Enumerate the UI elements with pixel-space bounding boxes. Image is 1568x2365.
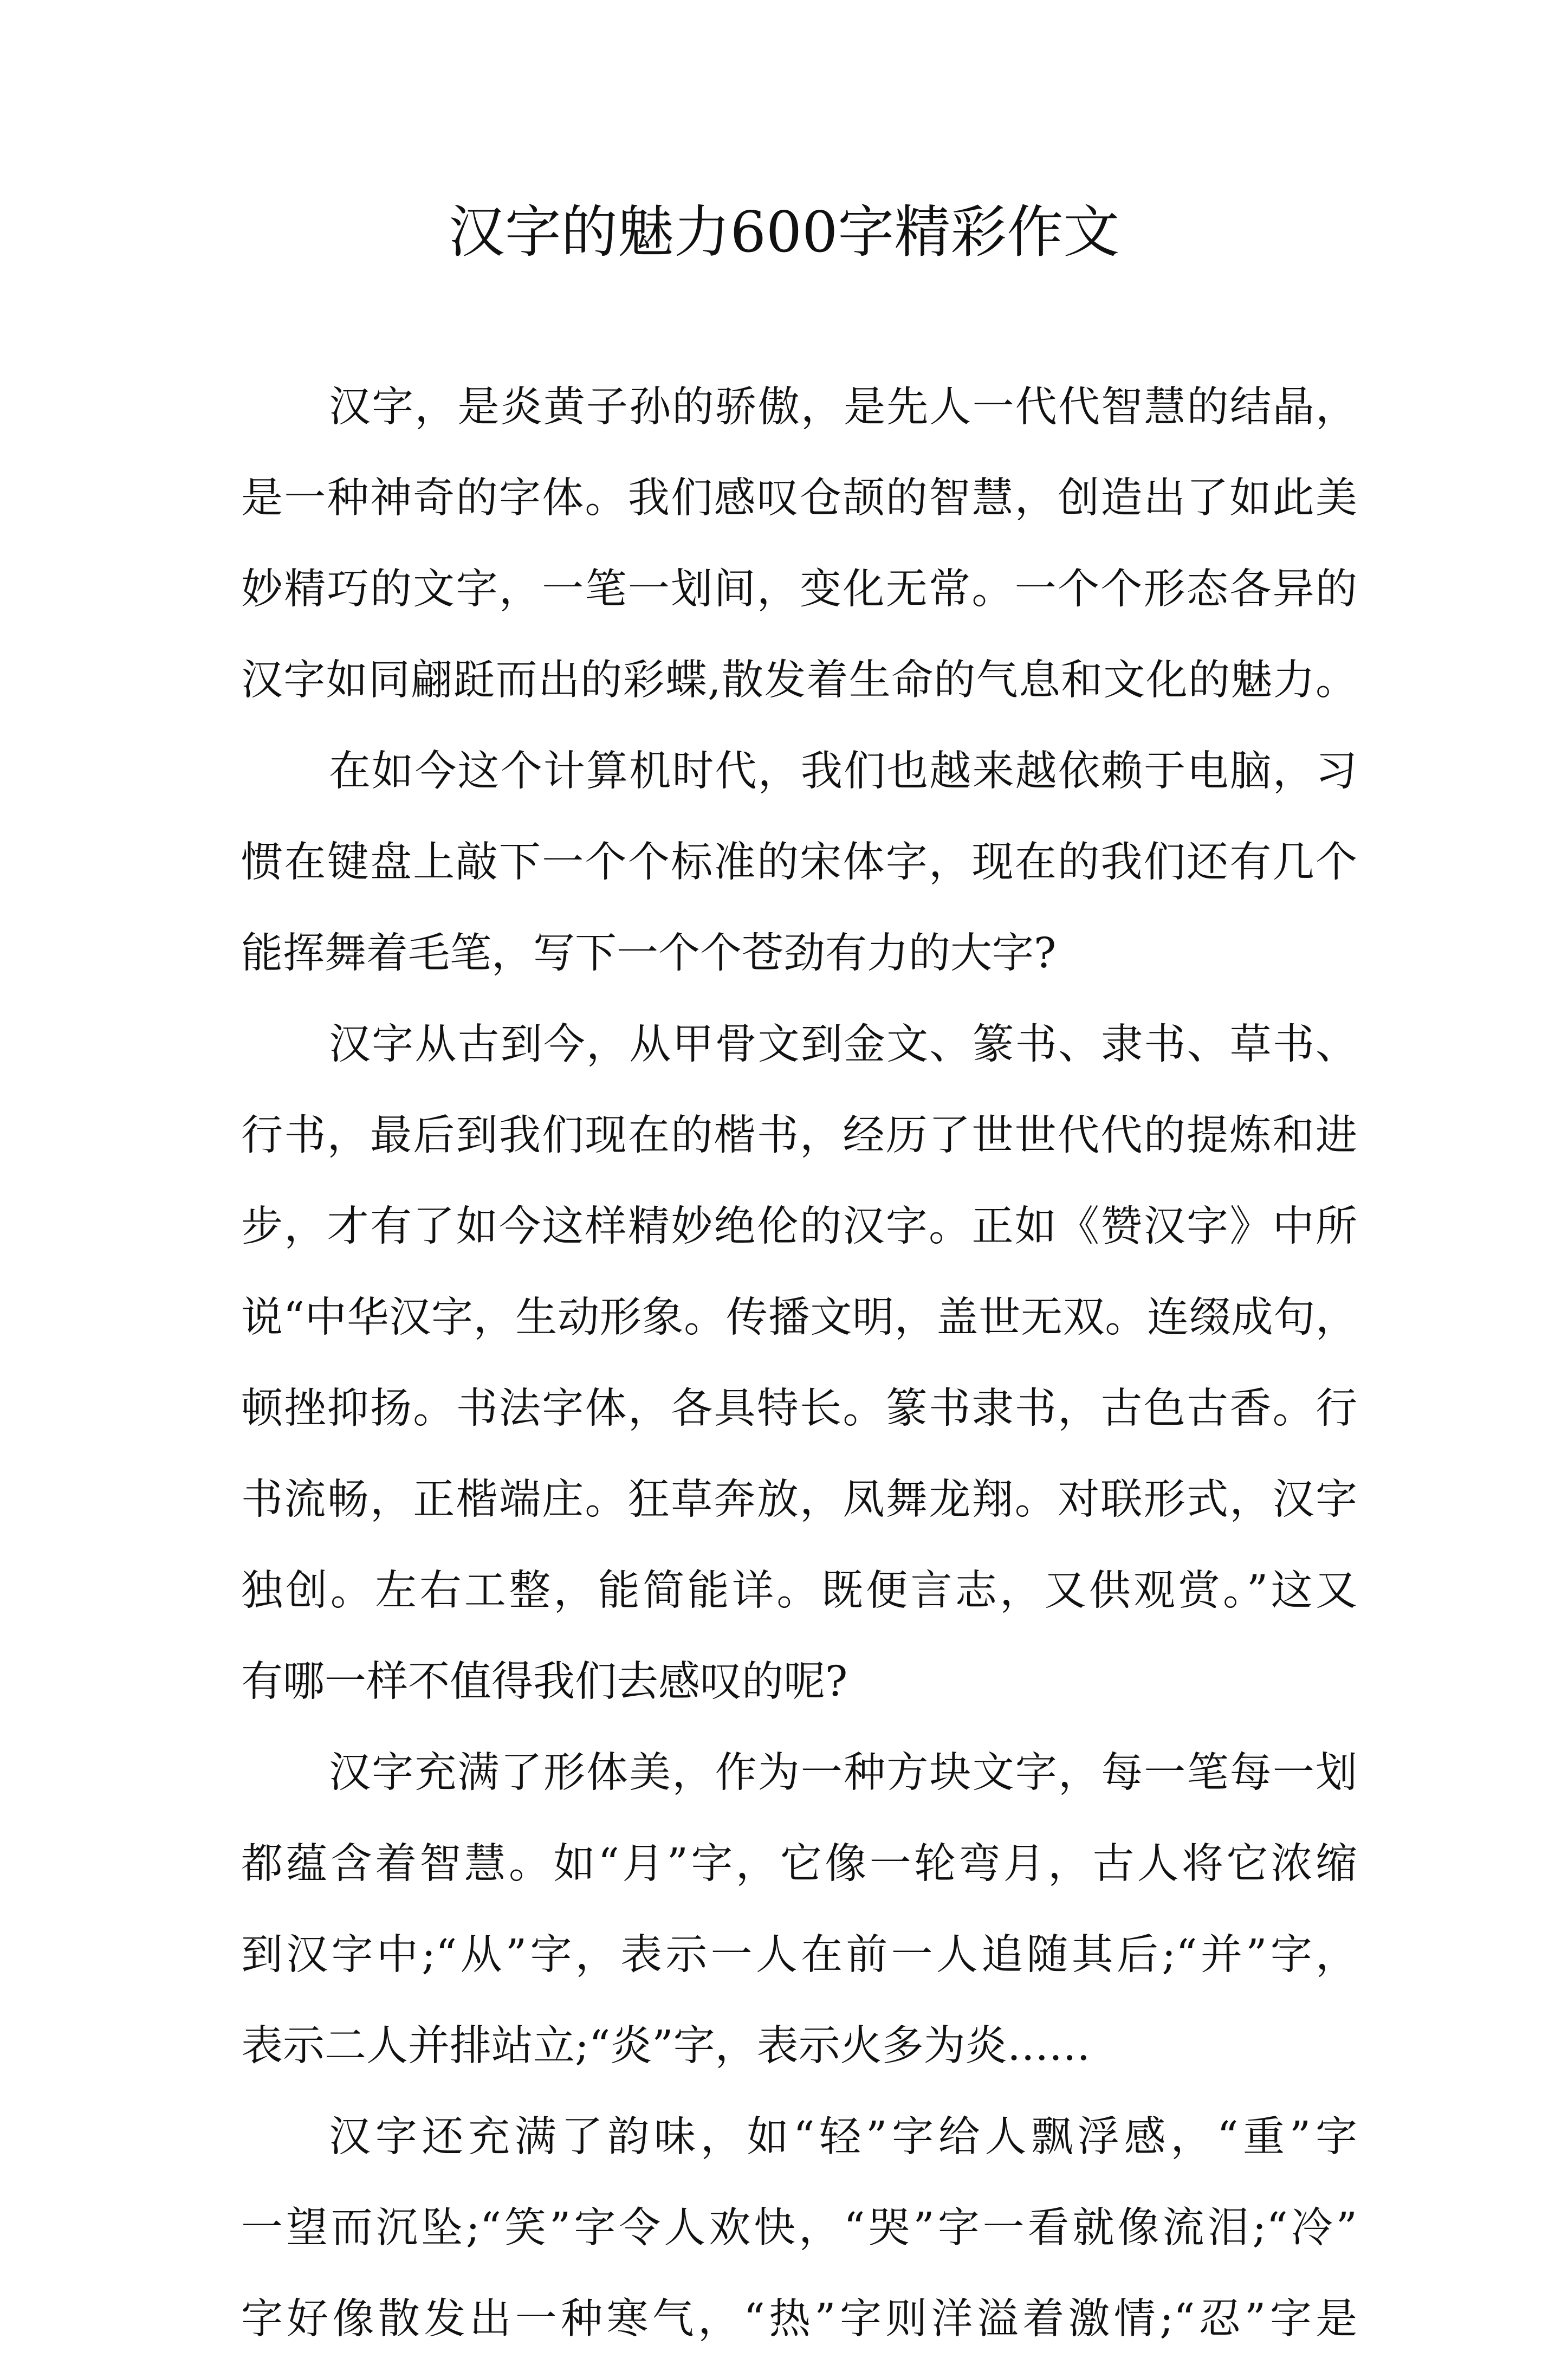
text-line: 说“中华汉字，生动形象。传播文明，盖世无双。连缀成句， — [241, 1294, 1357, 1342]
text-line: 书流畅，正楷端庄。狂草奔放，凤舞龙翔。对联形式，汉字 — [241, 1476, 1357, 1524]
text-line: 步，才有了如今这样精妙绝伦的汉字。正如《赞汉字》中所 — [241, 1203, 1357, 1251]
text-line: 汉字还充满了韵味，如“轻”字给人飘浮感，“重”字 — [329, 2113, 1357, 2161]
text-line: 汉字如同翩跹而出的彩蝶,散发着生命的气息和文化的魅力。 — [241, 656, 1357, 705]
text-line: 惯在键盘上敲下一个个标准的宋体字，现在的我们还有几个 — [241, 838, 1357, 887]
text-line: 能挥舞着毛笔，写下一个个苍劲有力的大字? — [241, 929, 1057, 978]
text-line: 在如今这个计算机时代，我们也越来越依赖于电脑，习 — [329, 747, 1357, 796]
text-line: 到汉字中;“从”字，表示一人在前一人追随其后;“并”字， — [241, 1931, 1357, 1979]
text-line: 妙精巧的文字，一笔一划间，变化无常。一个个形态各异的 — [241, 565, 1357, 613]
text-line: 行书，最后到我们现在的楷书，经历了世世代代的提炼和进 — [241, 1112, 1357, 1160]
text-line: 汉字从古到今，从甲骨文到金文、篆书、隶书、草书、 — [329, 1020, 1357, 1069]
text-line: 顿挫抑扬。书法字体，各具特长。篆书隶书，古色古香。行 — [241, 1385, 1357, 1433]
text-line: 都蕴含着智慧。如“月”字，它像一轮弯月，古人将它浓缩 — [241, 1840, 1357, 1888]
text-line: 有哪一样不值得我们去感叹的呢? — [241, 1658, 848, 1706]
document-body — [241, 362, 1357, 2365]
text-line: 是一种神奇的字体。我们感叹仓颉的智慧，创造出了如此美 — [241, 474, 1357, 522]
text-line: 独创。左右工整，能简能详。既便言志，又供观赏。”这又 — [241, 1567, 1357, 1615]
text-line: 一望而沉坠;“笑”字令人欢快，“哭”字一看就像流泪;“冷” — [241, 2204, 1357, 2252]
document-title: 汉字的魅力600字精彩作文 — [448, 199, 1120, 265]
text-line: 字好像散发出一种寒气，“热”字则洋溢着激情;“忍”字是 — [241, 2295, 1357, 2343]
text-line: 表示二人并排站立;“炎”字，表示火多为炎…… — [241, 2022, 1091, 2070]
text-line: 汉字充满了形体美，作为一种方块文字，每一笔每一划 — [329, 1749, 1357, 1797]
text-line: 汉字，是炎黄子孙的骄傲，是先人一代代智慧的结晶， — [329, 383, 1357, 431]
